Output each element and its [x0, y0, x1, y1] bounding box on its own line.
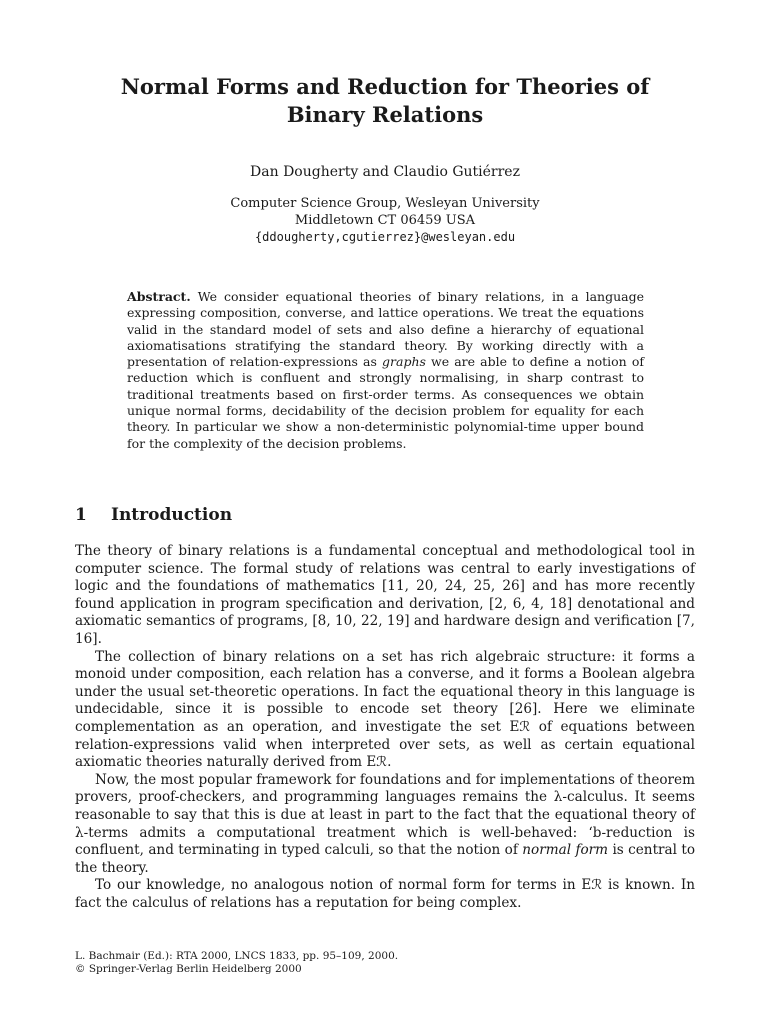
paragraph-3-text-a: Now, the most popular framework for foundations and for implementations of theorem provers, proof-checkers, and programming languages remains the λ-calculus. It seems reasonable to say that this is due at least in part to the fact that the equational theory of λ-terms admits a computational treatment which is well-behaved: ‘b-reduction is confluent, and terminating in typed calculi, so that the notion of: [75, 771, 695, 859]
abstract-text-b: we are able to define a notion of reduction which is confluent and strongly normalising, in sharp contrast to traditional treatments based on first-order terms. As consequences we obtain unique normal forms, decidability of the decision problem for equality for each theory. In particular we show a non-deterministic polynomial-time upper bound for the complexity of the decision problems.: [127, 354, 644, 451]
title-line-2: Binary Relations: [286, 102, 484, 127]
affiliation-address: Middletown CT 06459 USA: [294, 213, 476, 228]
paragraph-1: The theory of binary relations is a fundamental conceptual and methodological tool in computer science. The formal study of relations was central to early investigations of logic and the foundations of mathematics [11, 20, 24, 25, 26] and has more recently found application in program specification and derivation, [2, 6, 4, 18] denotational and axiomatic semantics of programs, [8, 10, 22, 19] and hardware design and verification [7, 16].: [75, 543, 695, 647]
section-title: Introduction: [111, 505, 233, 525]
paragraph-3: [75, 772, 695, 878]
abstract-emphasis: graphs: [382, 354, 426, 370]
affiliation-block: [60, 195, 710, 246]
paragraph-3-emphasis: normal form: [522, 842, 609, 859]
abstract-text-a: We consider equational theories of binary relations, in a language expressing composition, converse, and lattice operations. We treat the equations valid in the standard model of sets and also define a hierarchy of equational axiomatisations stratifying the standard theory. By working directly with a presentation of relation-expressions as: [127, 289, 644, 370]
paragraph-4: To our knowledge, no analogous notion of normal form for terms in Eℛ is known. In fact the calculus of relations has a reputation for being complex.: [75, 877, 695, 911]
affiliation-org: Computer Science Group, Wesleyan University: [230, 196, 540, 211]
author-email: {ddougherty,cgutierrez}@wesleyan.edu: [254, 230, 516, 244]
footer-copyright: © Springer-Verlag Berlin Heidelberg 2000: [75, 963, 302, 975]
paper-title: [60, 73, 710, 129]
page-footer: [75, 950, 695, 976]
abstract-label: Abstract.: [127, 289, 191, 304]
section-heading: [75, 504, 695, 526]
section-number: 1: [75, 505, 87, 525]
paragraph-2: The collection of binary relations on a set has rich algebraic structure: it forms a monoid under composition, each relation has a converse, and it forms a Boolean algebra under the usual set-theoretic operations. In fact the equational theory in this language is undecidable, since it is possible to encode set theory [26]. Here we eliminate complementation as an operation, and investigate the set Eℛ of equations between relation-expressions valid when interpreted over sets, as well as certain equational axiomatic theories naturally derived from Eℛ.: [75, 648, 695, 771]
title-line-1: Normal Forms and Reduction for Theories of: [120, 74, 650, 99]
author-list: Dan Dougherty and Claudio Gutiérrez: [250, 164, 520, 180]
abstract: [127, 289, 644, 452]
paragraph-3-text-b: is central to the theory.: [75, 842, 696, 876]
section-body: [75, 543, 695, 912]
footer-citation: L. Bachmair (Ed.): RTA 2000, LNCS 1833, pp. 95–109, 2000.: [75, 950, 399, 962]
